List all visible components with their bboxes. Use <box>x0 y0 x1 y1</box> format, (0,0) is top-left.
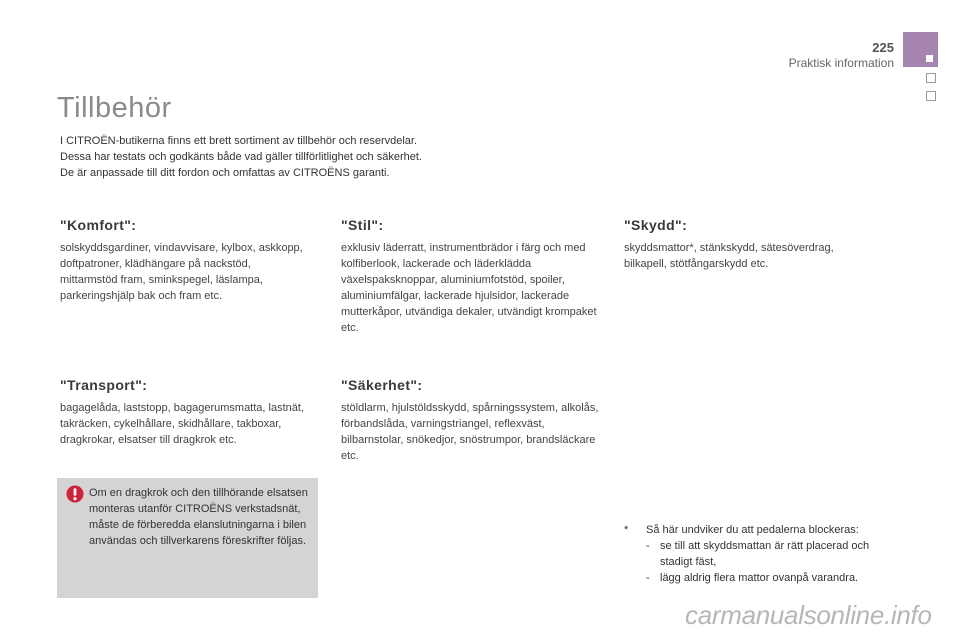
warning-icon <box>66 485 84 503</box>
intro-line: De är anpassade till ditt fordon och omfattas av CITROËNS garanti. <box>60 167 390 179</box>
category-title-skydd: "Skydd": <box>624 217 688 233</box>
footnote-marker: * <box>624 524 629 536</box>
watermark: carmanualsonline.info <box>685 600 932 630</box>
section-label: Praktisk information <box>788 56 894 70</box>
footnote-item: - lägg aldrig flera mattor ovanpå varandra. <box>646 572 859 584</box>
page-title: Tillbehör <box>57 92 172 124</box>
category-title-komfort: "Komfort": <box>60 217 137 233</box>
category-title-sakerhet: "Säkerhet": <box>341 377 423 393</box>
warning-text: Om en dragkrok och den tillhörande elsatsen monteras utanför CITROËNS verkstadsnät, måste de förberedda elanslutningarna i bilen användas och tillverkarens föreskrifter följas. <box>89 487 308 547</box>
warning-box <box>57 478 318 598</box>
tab-marker <box>926 55 933 62</box>
footnote-item: - se till att skyddsmattan är rätt placerad och stadigt fäst, <box>646 540 870 568</box>
category-text-skydd: skyddsmattor*, stänkskydd, sätesöverdrag, bilkapell, stötfångarskydd etc. <box>624 242 834 270</box>
intro-text <box>60 133 540 181</box>
category-text-transport: bagagelåda, laststopp, bagagerumsmatta, lastnät, takräcken, cykelhållare, skidhållare, takboxar, dragkrokar, elsatser till dragkrok etc. <box>60 402 304 446</box>
category-title-transport: "Transport": <box>60 377 148 393</box>
intro-line: Dessa har testats och godkänts både vad gäller tillförlitlighet och säkerhet. <box>60 151 422 163</box>
category-text-stil: exklusiv läderratt, instrumentbrädor i färg och med kolfiberlook, lackerade och läderklädda växelspaksknoppar, aluminiumfotstöd, spoiler, aluminiumfälgar, lackerade hjulsidor, lackerade mutterkåpor, utvändiga dekaler, utvändigt krompaket etc. <box>341 242 597 334</box>
intro-line: I CITROËN-butikerna finns ett brett sortiment av tillbehör och reservdelar. <box>60 135 418 147</box>
page-number: 225 <box>872 40 894 55</box>
chapter-tab-active[interactable] <box>903 32 938 67</box>
category-text-komfort: solskyddsgardiner, vindavvisare, kylbox, askkopp, doftpatroner, klädhängare på nackstöd, mittarmstöd fram, sminkspegel, läslampa, parkeringshjälp bak och fram etc. <box>60 242 303 302</box>
footnote-item-text: se till att skyddsmattan är rätt placerad och stadigt fäst, <box>660 540 870 568</box>
category-title-stil: "Stil": <box>341 217 384 233</box>
footnote <box>624 522 904 586</box>
footnote-text: Så här undviker du att pedalerna blockeras: <box>646 524 859 536</box>
chapter-tab[interactable] <box>926 73 936 83</box>
chapter-tab[interactable] <box>926 91 936 101</box>
category-text-sakerhet: stöldlarm, hjulstöldsskydd, spårningssystem, alkolås, förbandslåda, varningstriangel, reflexväst, bilbarnstolar, snökedjor, snöstrumpor, brandsläckare etc. <box>341 402 599 462</box>
footnote-item-text: lägg aldrig flera mattor ovanpå varandra. <box>660 572 859 584</box>
